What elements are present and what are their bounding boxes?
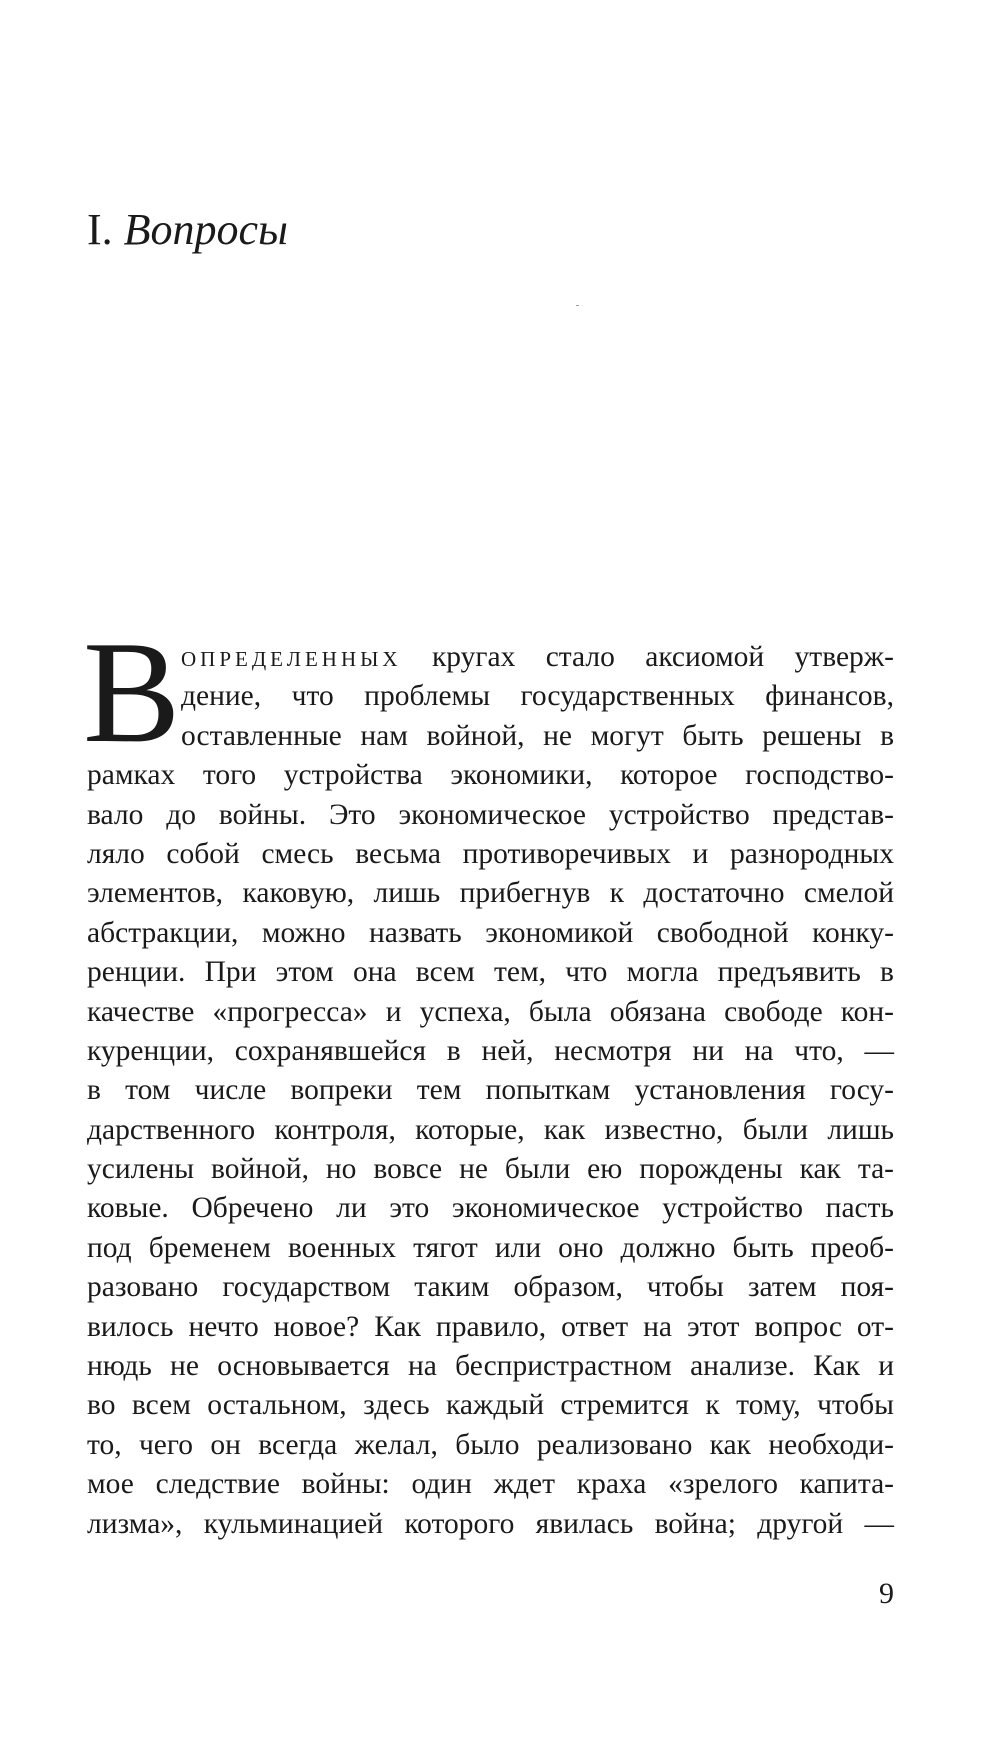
text-line: нюдь не основывается на беспристрастном анализе. Как и <box>87 1350 894 1383</box>
text-line: ковые. Обречено ли это экономическое устройство пасть <box>87 1192 894 1225</box>
chapter-title: Вопросы <box>123 205 288 254</box>
text-line: под бременем военных тягот или оно должно быть преоб- <box>87 1231 894 1264</box>
first-line-rest: кругах стало аксиомой утверж- <box>431 641 894 673</box>
text-line: качестве «прогресса» и успеха, была обязана свободе кон- <box>87 995 894 1028</box>
text-line: дарственного контроля, которые, как известно, были лишь <box>87 1113 894 1146</box>
text-line: лизма», кульминацией которого явилась война; другой — <box>87 1507 894 1540</box>
text-line: элементов, каковую, лишь прибегнув к достаточно смелой <box>87 877 894 910</box>
text-line: то, чего он всегда желал, было реализовано как необходи- <box>87 1428 894 1461</box>
body-text <box>87 638 894 1544</box>
text-line: мое следствие войны: один ждет краха «зрелого капита- <box>87 1468 894 1501</box>
text-line: во всем остальном, здесь каждый стремится к тому, чтобы <box>87 1389 894 1422</box>
drop-cap: В <box>83 611 181 773</box>
page-number: 9 <box>879 1577 894 1610</box>
text-line: разовано государством таким образом, чтобы затем поя- <box>87 1271 894 1304</box>
text-line: абстракции, можно назвать экономикой свободной конку- <box>87 916 894 949</box>
chapter-heading <box>87 205 288 255</box>
text-line: куренции, сохранявшейся в ней, несмотря ни на что, — <box>87 1034 894 1067</box>
text-line: вало до войны. Это экономическое устройство представ- <box>87 798 894 831</box>
text-line: в том числе вопреки тем попыткам установления госу- <box>87 1074 894 1107</box>
text-line <box>181 638 894 677</box>
chapter-number: I. <box>87 205 113 254</box>
text-line: рамках того устройства экономики, которое господство- <box>87 759 894 792</box>
text-line: ляло собой смесь весьма противоречивых и разнородных <box>87 837 894 870</box>
text-line: усилены войной, но вовсе не были ею порождены как та- <box>87 1153 894 1186</box>
text-line: дение, что проблемы государственных финансов, <box>181 680 894 713</box>
text-line: вилось нечто новое? Как правило, ответ на этот вопрос от- <box>87 1310 894 1343</box>
text-line: ренции. При этом она всем тем, что могла предъявить в <box>87 956 894 989</box>
scan-speck <box>576 305 579 306</box>
text-line: оставленные нам войной, не могут быть решены в <box>181 719 894 752</box>
small-caps-lead: определенных <box>181 641 402 673</box>
